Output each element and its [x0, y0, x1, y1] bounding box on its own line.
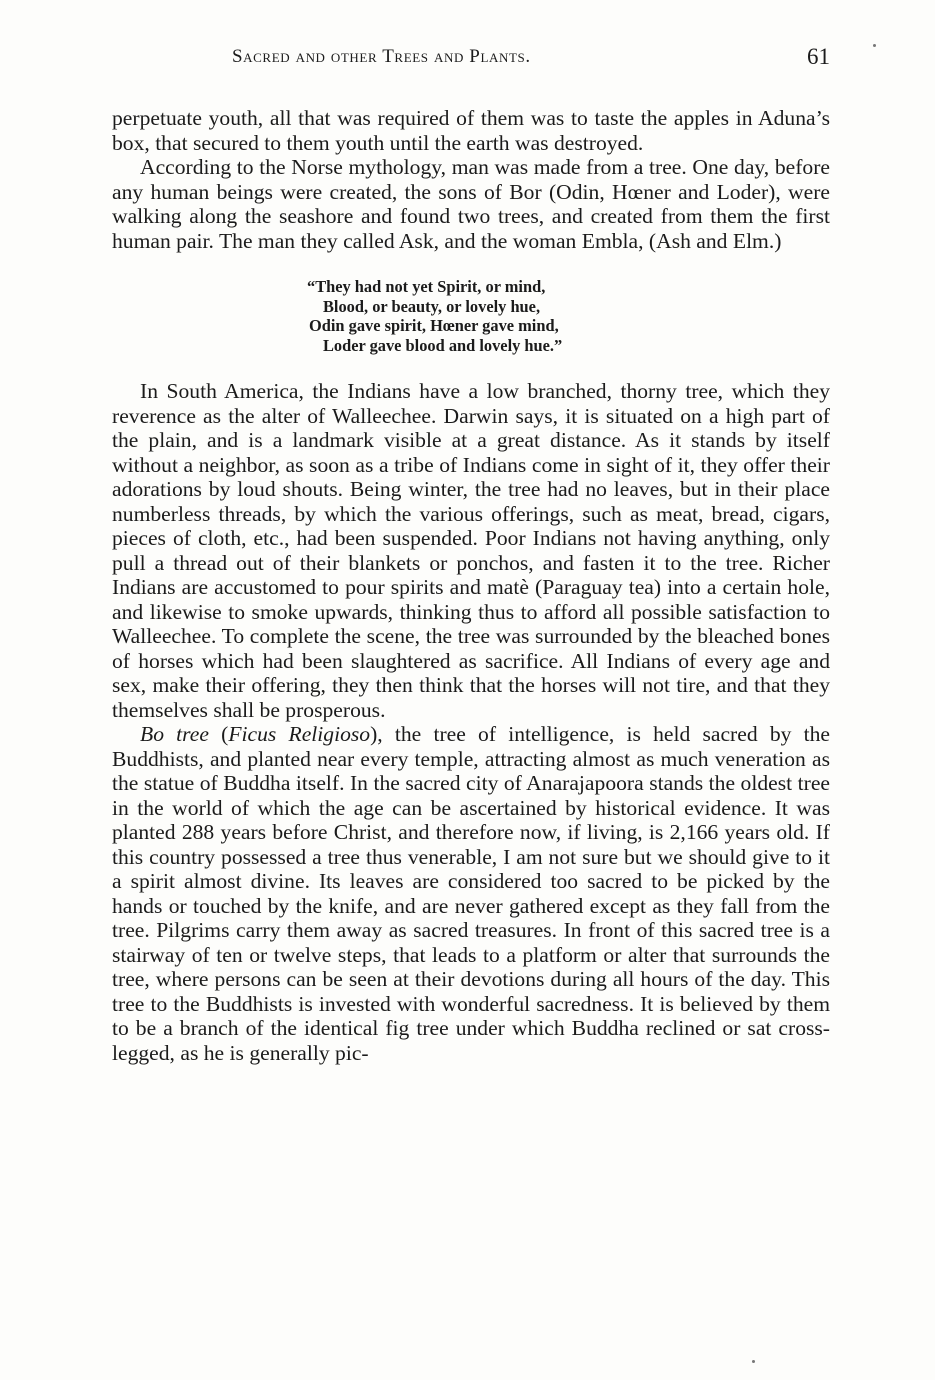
page-header: [232, 44, 830, 74]
verse-quote: [112, 277, 830, 355]
print-speck: [873, 44, 876, 47]
paren-close: ): [370, 722, 378, 747]
bo-tree-term: Bo tree: [140, 722, 209, 747]
paren-open: (: [208, 722, 229, 747]
running-head: Sacred and other Trees and Plants.: [232, 46, 531, 67]
paragraph-norse-mythology: According to the Norse mythology, man was made from a tree. One day, before any human beings were created, the sons of Bor (Odin, Hœner and Loder), were walking along the seashore and found two trees, and created from them the first human pair. The man they called Ask, and the woman Embla, (Ash and Elm.): [112, 155, 830, 253]
page-number: 61: [807, 44, 830, 69]
body-text: [112, 106, 830, 1065]
print-speck: [752, 1360, 755, 1363]
paragraph-continued: perpetuate youth, all that was required of them was to taste the apples in Aduna’s box, that secured to them youth until the earth was destroyed.: [112, 106, 830, 155]
verse-line: Blood, or beauty, or lovely hue,: [323, 296, 541, 316]
bo-tree-text: , the tree of intelligence, is held sacred by the Buddhists, and planted near every temple, attracting almost as much veneration as the statue of Buddha itself. In the sacred city of Anarajapoora stands the oldest tree in the world of which the age can be ascertained by historical evidence. It was planted 288 years before Christ, and therefore now, if living, is 2,166 years old. If this country possessed a tree thus venerable, I am not sure but we should give to it a spirit almost divine. Its leaves are considered too sacred to be picked by the hands or touched by the knife, and are never gathered except as they fall from the tree. Pilgrims carry them away as sacred treasures. In front of this sacred tree is a stairway of ten or twelve steps, that leads to a platform or alter that surrounds the tree, where persons can be seen at their devotions during all hours of the day. This tree to the Buddhists is invested with wonderful sacredness. It is believed by them to be a branch of the identical fig tree under which Buddha reclined or sat cross-legged, as he is generally pic-: [112, 722, 830, 1065]
verse-line: Odin gave spirit, Hœner gave mind,: [309, 316, 559, 336]
paragraph-south-america: In South America, the Indians have a low branched, thorny tree, which they reverence as the alter of Walleechee. Darwin says, it is situated on a high part of the plain, and is a landmark visible at a great distance. As it stands by itself without a neighbor, as soon as a tribe of Indians come in sight of it, they offer their adorations by loud shouts. Being winter, the tree had no leaves, but in their place numberless threads, by which the various offerings, such as meat, bread, cigars, pieces of cloth, etc., had been suspended. Poor Indians not having anything, only pull a thread out of their blankets or ponchos, and fasten it to the tree. Richer Indians are accustomed to pour spirits and matè (Paraguay tea) into a certain hole, and likewise to smoke upwards, thinking thus to afford all possible satisfaction to Walleechee. To complete the scene, the tree was surrounded by the bleached bones of horses which had been slaughtered as sacrifice. All Indians of every age and sex, make their offering, they then think that the horses will not tire, and that they themselves shall be prosperous.: [112, 379, 830, 722]
latin-name: Ficus Religioso: [228, 722, 371, 747]
verse-line: “They had not yet Spirit, or mind,: [307, 277, 546, 296]
paragraph-bo-tree: [112, 722, 830, 1065]
verse-line: Loder gave blood and lovely hue.”: [323, 335, 563, 355]
